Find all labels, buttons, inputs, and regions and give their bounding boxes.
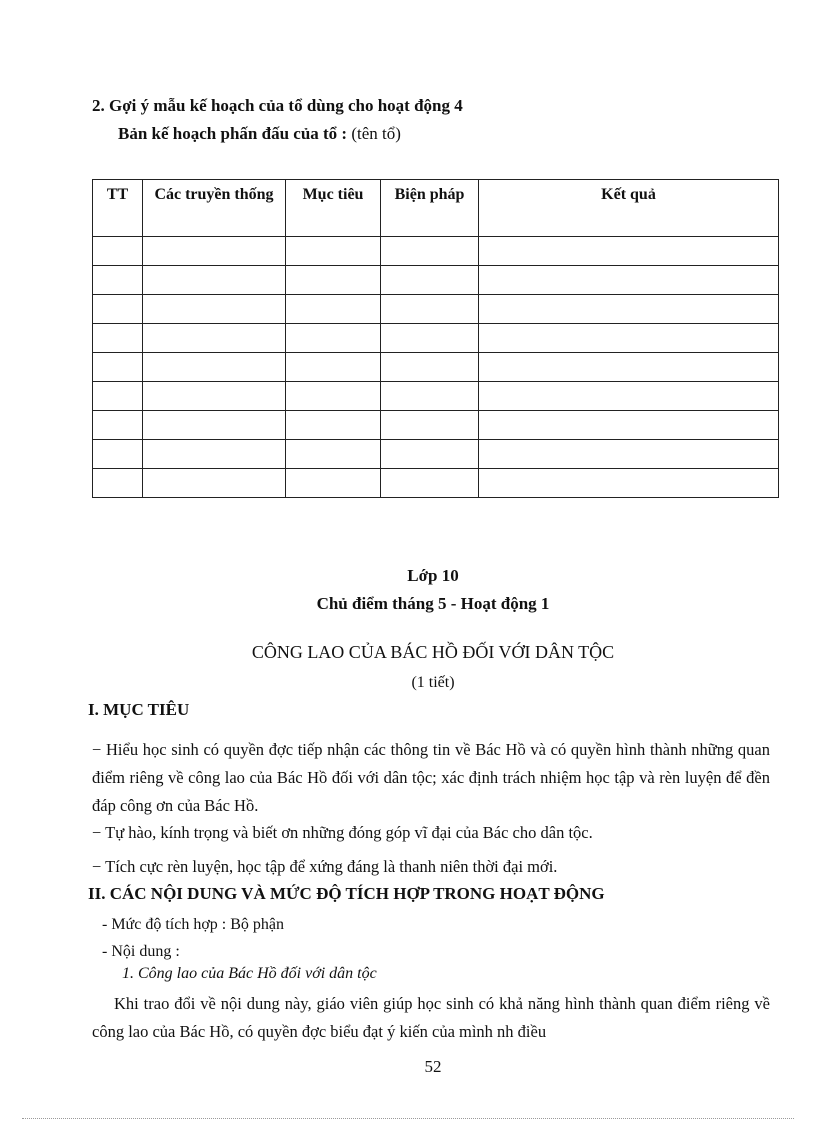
- table-cell: [286, 353, 381, 382]
- table-cell: [479, 440, 779, 469]
- content-sub-item: 1. Công lao của Bác Hồ đối với dân tộc: [122, 965, 377, 982]
- header-tt: TT: [93, 180, 143, 237]
- table-cell: [286, 324, 381, 353]
- table-cell: [479, 295, 779, 324]
- table-row: [93, 440, 779, 469]
- table-cell: [479, 237, 779, 266]
- plan-table: [92, 179, 779, 498]
- objective-item-1: − Hiểu học sinh có quyền đợc tiếp nhận các thông tin về Bác Hồ và có quyền hình thành những quan điểm riêng về công lao của Bác Hồ đối với dân tộc; xác định trách nhiệm học tập và rèn luyện để đền đáp công ơn của Bác Hồ.: [92, 740, 770, 815]
- table-cell: [381, 411, 479, 440]
- table-cell: [479, 469, 779, 498]
- table-cell: [93, 382, 143, 411]
- grade-label: Lớp 10: [407, 566, 459, 585]
- section-title: 2. Gợi ý mẫu kế hoạch của tổ dùng cho hoạt động 4: [92, 96, 463, 115]
- table-cell: [143, 469, 286, 498]
- table-cell: [381, 353, 479, 382]
- table-row: [93, 411, 779, 440]
- table-cell: [479, 266, 779, 295]
- plan-hint: (tên tổ): [351, 124, 401, 143]
- table-row: [93, 295, 779, 324]
- table-body: [93, 237, 779, 498]
- table-cell: [286, 411, 381, 440]
- table-cell: [381, 266, 479, 295]
- table-cell: [381, 469, 479, 498]
- table-cell: [286, 237, 381, 266]
- integration-level: - Mức độ tích hợp : Bộ phận: [102, 916, 284, 933]
- objectives-heading: I. MỤC TIÊU: [88, 700, 190, 719]
- table-cell: [143, 440, 286, 469]
- table-cell: [143, 237, 286, 266]
- integration-heading: II. CÁC NỘI DUNG VÀ MỨC ĐỘ TÍCH HỢP TRONG HOẠT ĐỘNG: [88, 884, 605, 903]
- table-cell: [381, 382, 479, 411]
- plan-label-line: [118, 124, 401, 144]
- page-bottom-divider: [22, 1118, 794, 1119]
- table-row: [93, 469, 779, 498]
- table-cell: [93, 440, 143, 469]
- table-cell: [479, 382, 779, 411]
- content-paragraph: [92, 990, 770, 1046]
- objective-item-2: − Tự hào, kính trọng và biết ơn những đóng góp vĩ đại của Bác cho dân tộc.: [92, 823, 593, 842]
- table-cell: [381, 237, 479, 266]
- table-cell: [93, 469, 143, 498]
- table-cell: [286, 382, 381, 411]
- table-cell: [286, 266, 381, 295]
- content-label: - Nội dung :: [102, 943, 180, 960]
- table-cell: [93, 295, 143, 324]
- table-cell: [286, 440, 381, 469]
- table-cell: [93, 353, 143, 382]
- table-cell: [93, 324, 143, 353]
- table-row: [93, 237, 779, 266]
- lesson-title: CÔNG LAO CỦA BÁC HỒ ĐỐI VỚI DÂN TỘC: [251, 642, 615, 662]
- table-cell: [143, 382, 286, 411]
- table-cell: [381, 295, 479, 324]
- content-paragraph-text: Khi trao đổi về nội dung này, giáo viên giúp học sinh có khả năng hình thành quan điểm riêng về công lao của Bác Hồ, có quyền đợc biểu đạt ý kiến của mình nh điều: [92, 994, 770, 1041]
- table-row: [93, 353, 779, 382]
- table-cell: [286, 295, 381, 324]
- header-measures: Biện pháp: [381, 180, 479, 237]
- table-cell: [479, 411, 779, 440]
- table-row: [93, 324, 779, 353]
- table-cell: [286, 469, 381, 498]
- table-header-row: [93, 180, 779, 237]
- objective-item-3: − Tích cực rèn luyện, học tập để xứng đáng là thanh niên thời đại mới.: [92, 857, 558, 876]
- plan-label: Bản kế hoạch phấn đấu của tổ :: [118, 124, 348, 143]
- table-cell: [143, 324, 286, 353]
- table-cell: [143, 266, 286, 295]
- table-row: [93, 266, 779, 295]
- table-cell: [93, 237, 143, 266]
- topic-label: Chủ điểm tháng 5 - Hoạt động 1: [316, 594, 550, 613]
- table-cell: [143, 411, 286, 440]
- table-cell: [381, 324, 479, 353]
- table-cell: [143, 353, 286, 382]
- page-number: 52: [424, 1057, 442, 1076]
- table-cell: [143, 295, 286, 324]
- table-cell: [479, 324, 779, 353]
- header-results: Kết quả: [479, 180, 779, 237]
- header-goals: Mục tiêu: [286, 180, 381, 237]
- header-traditions: Các truyền thống: [143, 180, 286, 237]
- lesson-duration: (1 tiết): [411, 674, 455, 691]
- table-cell: [381, 440, 479, 469]
- table-cell: [479, 353, 779, 382]
- table-cell: [93, 411, 143, 440]
- table-row: [93, 382, 779, 411]
- table-cell: [93, 266, 143, 295]
